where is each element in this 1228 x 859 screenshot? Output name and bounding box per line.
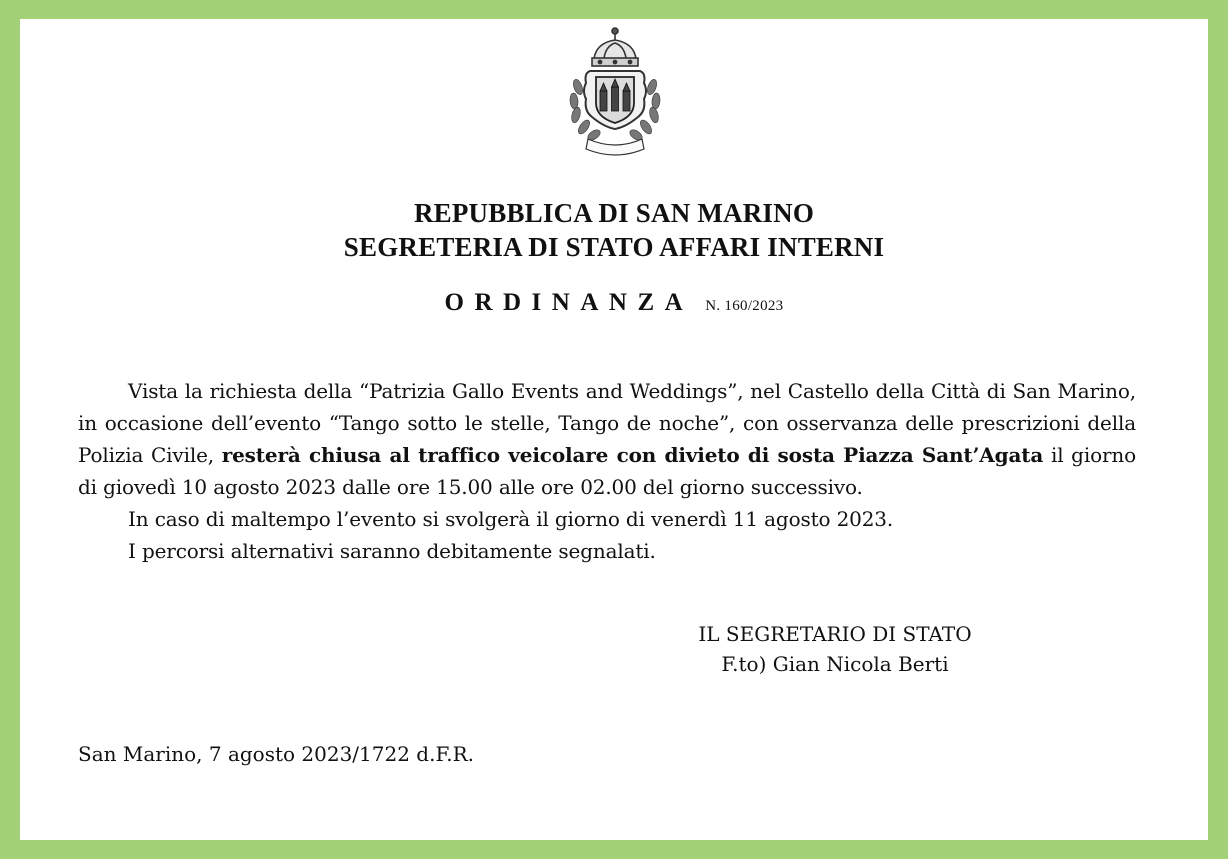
ordinance-heading — [20, 289, 1208, 317]
republic-title: REPUBBLICA DI SAN MARINO — [413, 198, 815, 228]
body-paragraph-1-end: il giorno di giovedì 10 agosto 2023 dalle ore 15.00 alle ore 02.00 del giorno successivo. — [78, 443, 1137, 499]
ordinance-body — [78, 375, 1136, 567]
department-title: SEGRETERIA DI STATO AFFARI INTERNI — [343, 232, 885, 262]
body-paragraph-3: I percorsi alternativi saranno debitamente segnalati. — [128, 539, 656, 563]
ordinance-number: N. 160/2023 — [705, 298, 784, 314]
document-date: San Marino, 7 agosto 2023/1722 d.F.R. — [78, 742, 474, 766]
body-paragraph-2: In caso di maltempo l’evento si svolgerà il giorno di venerdì 11 agosto 2023. — [128, 507, 894, 531]
document-page — [20, 19, 1208, 840]
body-paragraph-1 — [78, 375, 1136, 503]
signatory-role: IL SEGRETARIO DI STATO — [698, 622, 972, 646]
traffic-closure-notice: resterà chiusa al traffico veicolare con divieto di sosta Piazza Sant’Agata — [221, 443, 1044, 467]
body-paragraph-1-intro: Vista la richiesta della “Patrizia Gallo Events and Weddings”, nel Castello della Città di San Marino, in occasione dell’evento “Tango sotto le stelle, Tango de noche”, con osservanza delle prescrizioni della Polizia Civile, — [78, 379, 1136, 467]
signatory-name: F.to) Gian Nicola Berti — [721, 652, 949, 676]
signature-block — [640, 619, 1030, 679]
san-marino-coat-of-arms-icon — [560, 25, 670, 159]
ordinance-title: ORDINANZA — [444, 289, 694, 316]
